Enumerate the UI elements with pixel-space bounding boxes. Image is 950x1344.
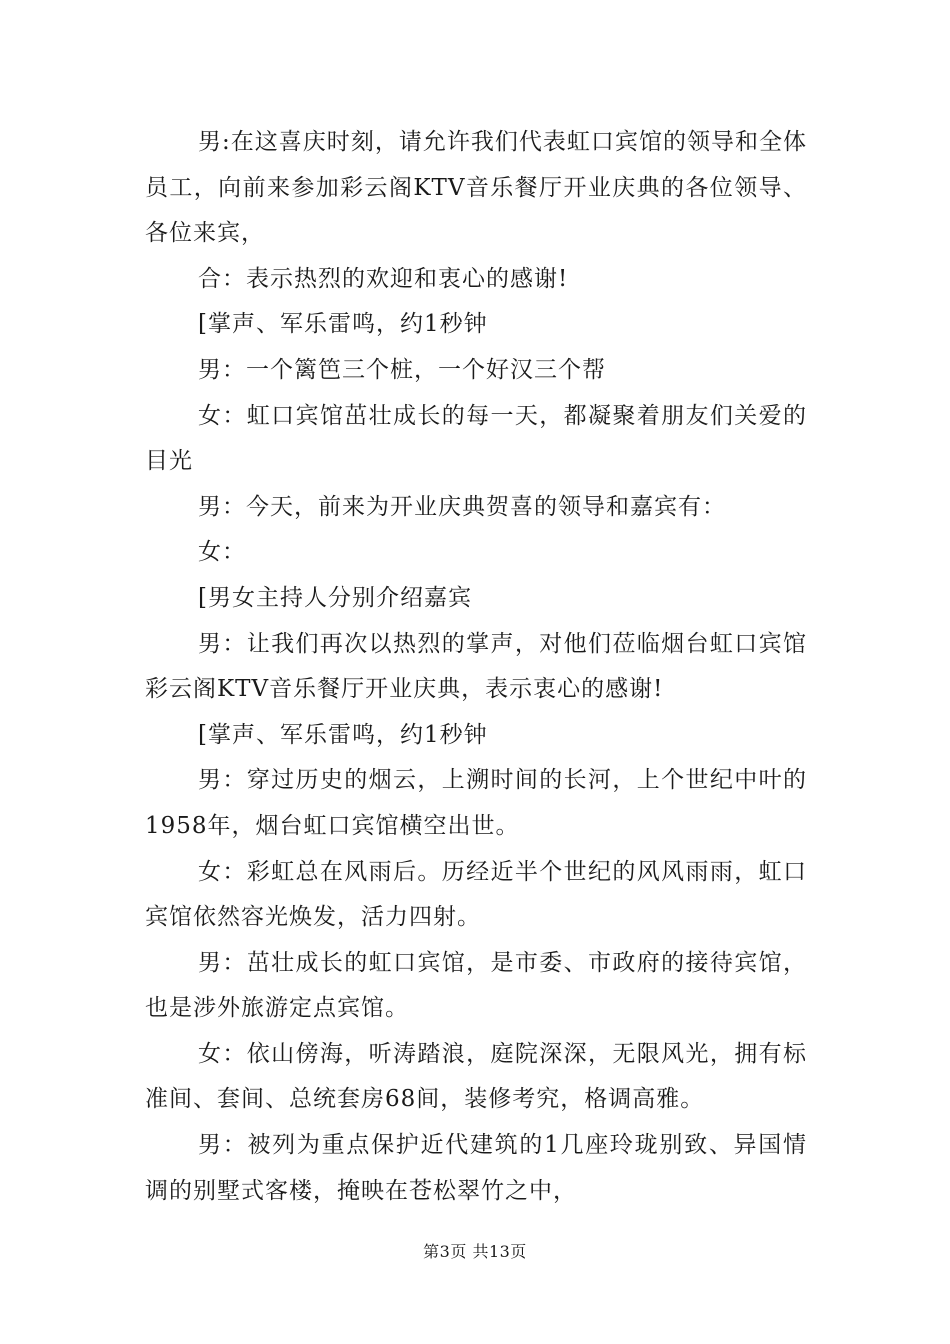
paragraph: 女：依山傍海，听涛踏浪，庭院深深，无限风光，拥有标准间、套间、总统套房68间，装修考究，格调高雅。 xyxy=(145,1040,807,1113)
paragraph: 男：今天，前来为开业庆典贺喜的领导和嘉宾有： xyxy=(198,493,726,520)
paragraph: 男：让我们再次以热烈的掌声，对他们莅临烟台虹口宾馆彩云阁KTV音乐餐厅开业庆典，表示衷心的感谢! xyxy=(145,630,807,703)
paragraph: 男：被列为重点保护近代建筑的1几座玲珑别致、异国情调的别墅式客楼，掩映在苍松翠竹之中， xyxy=(145,1132,807,1204)
page-number-footer: 第3页 共13页 xyxy=(423,1242,527,1261)
paragraph: 男：穿过历史的烟云，上溯时间的长河，上个世纪中叶的1958年，烟台虹口宾馆横空出世。 xyxy=(145,767,807,839)
paragraph: 女：虹口宾馆茁壮成长的每一天，都凝聚着朋友们关爱的目光 xyxy=(145,402,807,475)
paragraph: 男:在这喜庆时刻，请允许我们代表虹口宾馆的领导和全体员工，向前来参加彩云阁KTV音乐餐厅开业庆典的各位领导、各位来宾， xyxy=(145,129,807,247)
paragraph: 女： xyxy=(198,539,246,566)
paragraph: [男女主持人分别介绍嘉宾 xyxy=(198,584,472,611)
paragraph: 女：彩虹总在风雨后。历经近半个世纪的风风雨雨，虹口宾馆依然容光焕发，活力四射。 xyxy=(145,858,807,931)
paragraph: 男：茁壮成长的虹口宾馆，是市委、市政府的接待宾馆，也是涉外旅游定点宾馆。 xyxy=(145,949,807,1022)
document-body xyxy=(145,120,807,1214)
paragraph: 合：表示热烈的欢迎和衷心的感谢! xyxy=(198,265,569,292)
paragraph: 男：一个篱笆三个桩，一个好汉三个帮 xyxy=(198,356,606,383)
paragraph: [掌声、军乐雷鸣，约1秒钟 xyxy=(198,721,488,748)
paragraph: [掌声、军乐雷鸣，约1秒钟 xyxy=(198,311,488,338)
